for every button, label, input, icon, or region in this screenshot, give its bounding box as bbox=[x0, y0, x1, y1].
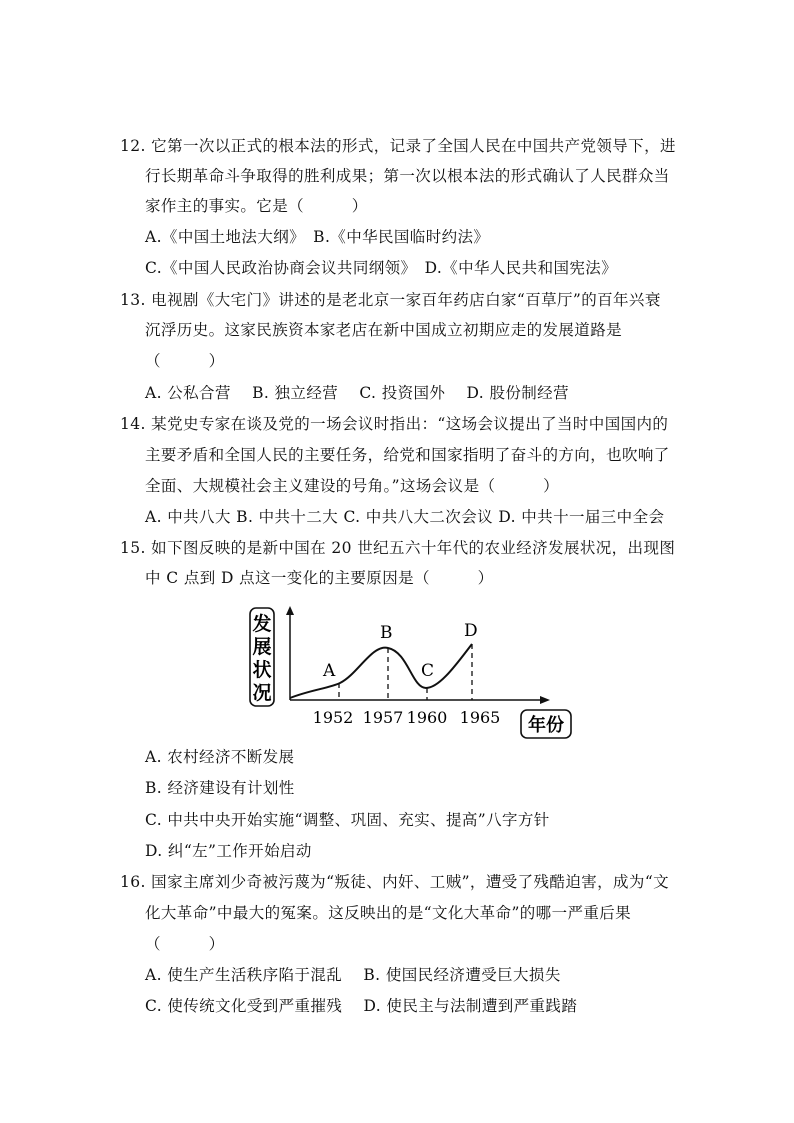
point-label-d: D bbox=[464, 621, 478, 641]
xlabel: 年份 bbox=[528, 715, 564, 736]
q14-line-2: 主要矛盾和全国人民的主要任务，给党和国家指明了奋斗的方向，也吹响了 bbox=[145, 446, 670, 464]
trend-curve bbox=[290, 644, 472, 698]
x-tick-1965: 1965 bbox=[459, 708, 501, 727]
q12-options-2: C.《中国人民政治协商会议共同纲领》 D.《中华人民共和国宪法》 bbox=[145, 259, 618, 277]
point-label-a: A bbox=[323, 661, 336, 681]
q13-options: A. 公私合营 B. 独立经营 C. 投资国外 D. 股份制经营 bbox=[145, 384, 569, 402]
q15-option-d: D. 纠“左”工作开始启动 bbox=[145, 842, 312, 860]
q12-options-1: A.《中国土地法大纲》 B.《中华民国临时约法》 bbox=[145, 228, 490, 246]
figure-svg bbox=[240, 600, 580, 745]
ylabel-char-3: 状 bbox=[252, 659, 272, 681]
ylabel-char-2: 展 bbox=[252, 636, 272, 658]
q13-line-1: 13. 电视剧《大宅门》讲述的是老北京一家百年药店白家“百草厅”的百年兴衰 bbox=[120, 291, 661, 309]
ylabel-char-4: 况 bbox=[252, 682, 272, 704]
q15-line-1: 15. 如下图反映的是新中国在 20 世纪五六十年代的农业经济发展状况，出现图 bbox=[120, 539, 676, 557]
q16-line-1: 16. 国家主席刘少奇被污蔑为“叛徒、内奸、工贼”，遭受了残酷迫害，成为“文 bbox=[120, 873, 670, 891]
point-label-c: C bbox=[421, 661, 435, 681]
q16-line-3: （ ） bbox=[145, 935, 225, 953]
x-tick-1957: 1957 bbox=[362, 708, 404, 727]
point-label-b: B bbox=[380, 623, 393, 643]
agriculture-trend-figure bbox=[240, 600, 580, 745]
q15-line-2: 中 C 点到 D 点这一变化的主要原因是（ ） bbox=[145, 569, 494, 587]
q16-options-2: C. 使传统文化受到严重摧残 D. 使民主与法制遭到严重践踏 bbox=[145, 997, 578, 1015]
x-tick-1952: 1952 bbox=[312, 708, 354, 727]
ylabel-char-1: 发 bbox=[252, 613, 272, 635]
q16-line-2: 化大革命”中最大的冤案。这反映出的是“文化大革命”的哪一严重后果 bbox=[145, 904, 632, 922]
q16-options-1: A. 使生产生活秩序陷于混乱 B. 使国民经济遭受巨大损失 bbox=[145, 966, 561, 984]
y-axis-arrow bbox=[286, 606, 294, 615]
x-axis-arrow bbox=[540, 696, 550, 704]
q14-line-3: 全面、大规模社会主义建设的号角。”这场会议是（ ） bbox=[145, 477, 559, 495]
q15-option-c: C. 中共中央开始实施“调整、巩固、充实、提高”八字方针 bbox=[145, 811, 550, 829]
q12-line-2: 行长期革命斗争取得的胜利成果；第一次以根本法的形式确认了人民群众当 bbox=[145, 167, 670, 185]
q13-line-3: （ ） bbox=[145, 352, 225, 370]
q12-line-3: 家作主的事实。它是（ ） bbox=[145, 197, 368, 215]
q12-line-1: 12. 它第一次以正式的根本法的形式，记录了全国人民在中国共产党领导下，进 bbox=[120, 137, 676, 155]
q13-line-2: 沉浮历史。这家民族资本家老店在新中国成立初期应走的发展道路是 bbox=[145, 321, 623, 339]
q14-options: A. 中共八大 B. 中共十二大 C. 中共八大二次会议 D. 中共十一届三中全会 bbox=[145, 508, 665, 526]
q15-option-a: A. 农村经济不断发展 bbox=[145, 748, 295, 766]
q15-option-b: B. 经济建设有计划性 bbox=[145, 779, 295, 797]
q14-line-1: 14. 某党史专家在谈及党的一场会议时指出：“这场会议提出了当时中国国内的 bbox=[120, 415, 669, 433]
x-tick-1960: 1960 bbox=[406, 708, 448, 727]
